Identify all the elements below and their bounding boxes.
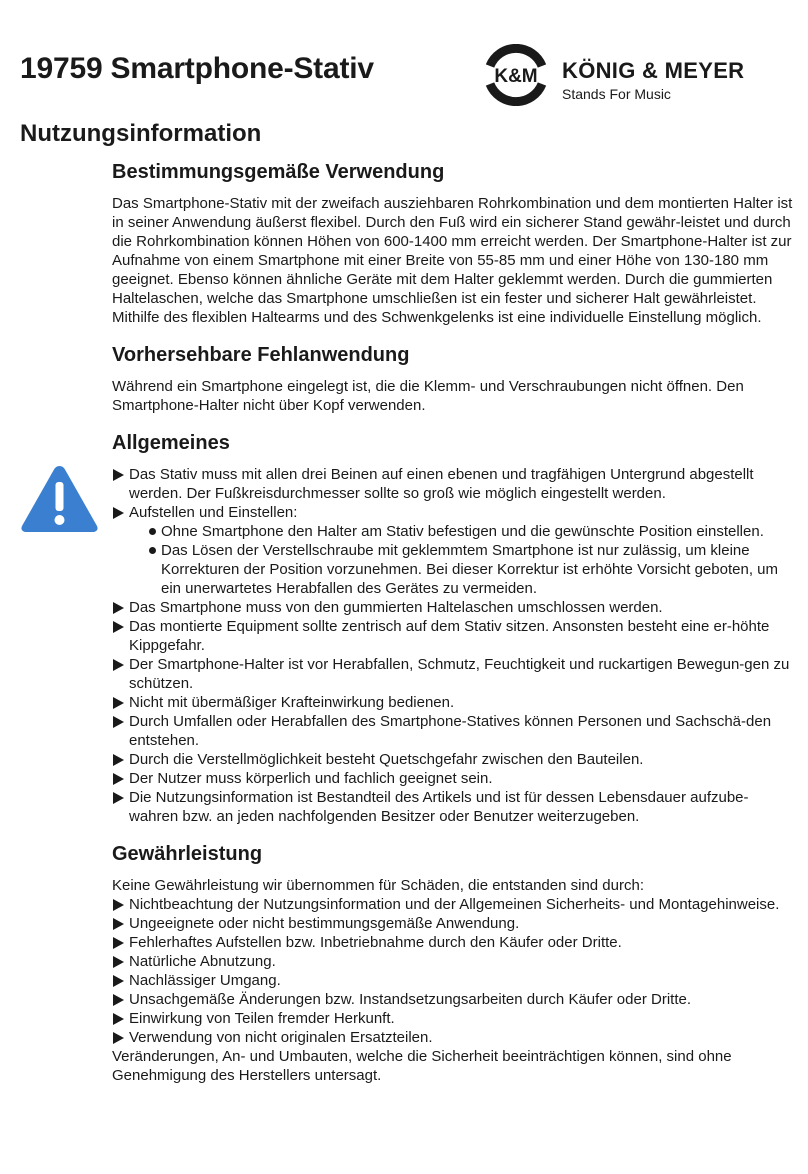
list-item: Nichtbeachtung der Nutzungsinformation und der Allgemeinen Sicherheits- und Montagehinweise. — [112, 895, 796, 914]
list-item: Die Nutzungsinformation ist Bestandteil des Artikels und ist für dessen Lebensdauer aufzube-wahren bzw. an jeden nachfolgenden Besitzer oder Benutzer weiterzugeben. — [112, 788, 796, 826]
section-heading: Allgemeines — [112, 432, 230, 454]
document-title: 19759 Smartphone-Stativ — [20, 52, 374, 85]
sub-list-item: Das Lösen der Verstellschraube mit geklemmtem Smartphone ist nur zulässig, um kleine Korrekturen der Position vorzunehmen. Bei dieser Korrektur ist erhöhte Vorsicht geboten, um ein unerwartetes Herabfallen des Gerätes zu vermeiden. — [129, 541, 796, 598]
sub-list-item: Ohne Smartphone den Halter am Stativ befestigen und die gewünschte Position einstellen. — [129, 522, 796, 541]
list-item: Nicht mit übermäßiger Krafteinwirkung bedienen. — [112, 693, 796, 712]
section-heading: Gewährleistung — [112, 843, 263, 865]
section-paragraph: Während ein Smartphone eingelegt ist, die die Klemm- und Verschraubungen nicht öffnen. Den Smartphone-Halter nicht über Kopf verwenden. — [112, 378, 744, 414]
list-item: Unsachgemäße Änderungen bzw. Instandsetzungsarbeiten durch Käufer oder Dritte. — [112, 990, 796, 1009]
list-item: Fehlerhaftes Aufstellen bzw. Inbetriebnahme durch den Käufer oder Dritte. — [112, 933, 796, 952]
list-item: Das Stativ muss mit allen drei Beinen auf einen ebenen und tragfähigen Untergrund abgestellt werden. Der Fußkreisdurchmesser sollte so groß wie möglich eingestellt werden. — [112, 465, 796, 503]
warranty-list — [112, 895, 796, 1047]
section-paragraph: Das Smartphone-Stativ mit der zweifach ausziehbaren Rohrkombination und dem montierten Halter ist in seiner Anwendung äußerst flexibel. Durch den Fuß wird ein sicherer Stand gewähr-leistet und durch die Rohrkombination können Höhen von 600-1400 mm erreicht werden. Der Smartphone-Halter ist zur Aufnahme von einem Smartphone mit einer Breite von 55-85 mm und einer Höhe von 130-180 mm geeignet. Ebenso können ähnliche Geräte mit dem Halter geklemmt werden. Durch die gummierten Haltelaschen, welche das Smartphone umschließen ist ein fester und sicherer Halt gewährleistet. Mithilfe des flexiblen Haltearms und des Schwenkgelenks ist eine individuelle Einstellung möglich. — [112, 195, 793, 326]
brand-tagline: Stands For Music — [562, 86, 671, 102]
list-item-text: Aufstellen und Einstellen: — [129, 504, 298, 521]
list-item: Durch Umfallen oder Herabfallen des Smartphone-Statives können Personen und Sachschä-den entstehen. — [112, 712, 796, 750]
section-misuse — [112, 343, 796, 415]
list-item: Natürliche Abnutzung. — [112, 952, 796, 971]
content-area — [112, 160, 796, 1101]
list-item: Verwendung von nicht originalen Ersatzteilen. — [112, 1028, 796, 1047]
brand-name: KÖNIG & MEYER — [562, 58, 745, 83]
warranty-closing: Veränderungen, An- und Umbauten, welche die Sicherheit beeinträchtigen können, sind ohne Genehmigung des Herstellers untersagt. — [112, 1048, 732, 1084]
logo-badge-text: K&M — [494, 66, 538, 87]
list-item: Der Nutzer muss körperlich und fachlich geeignet sein. — [112, 769, 796, 788]
brand-logo — [481, 44, 793, 106]
list-item: Durch die Verstellmöglichkeit besteht Quetschgefahr zwischen den Bauteilen. — [112, 750, 796, 769]
warranty-intro: Keine Gewährleistung wir übernommen für Schäden, die entstanden sind durch: — [112, 877, 644, 894]
sub-list — [129, 522, 796, 598]
list-item — [112, 503, 796, 598]
section-general — [112, 431, 796, 826]
list-item: Einwirkung von Teilen fremder Herkunft. — [112, 1009, 796, 1028]
section-warranty — [112, 842, 796, 1085]
list-item: Das montierte Equipment sollte zentrisch auf dem Stativ sitzen. Ansonsten besteht eine er-höhte Kippgefahr. — [112, 617, 796, 655]
section-intended-use — [112, 160, 796, 327]
section-heading: Vorhersehbare Fehlanwendung — [112, 344, 410, 366]
list-item: Nachlässiger Umgang. — [112, 971, 796, 990]
list-item: Der Smartphone-Halter ist vor Herabfallen, Schmutz, Feuchtigkeit und ruckartigen Bewegun-gen zu schützen. — [112, 655, 796, 693]
main-heading: Nutzungsinformation — [20, 120, 262, 147]
warning-triangle-icon — [19, 462, 100, 536]
list-item: Das Smartphone muss von den gummierten Haltelaschen umschlossen werden. — [112, 598, 796, 617]
km-logo-icon — [481, 44, 551, 106]
general-list — [112, 465, 796, 826]
list-item: Ungeeignete oder nicht bestimmungsgemäße Anwendung. — [112, 914, 796, 933]
section-heading: Bestimmungsgemäße Verwendung — [112, 161, 445, 183]
